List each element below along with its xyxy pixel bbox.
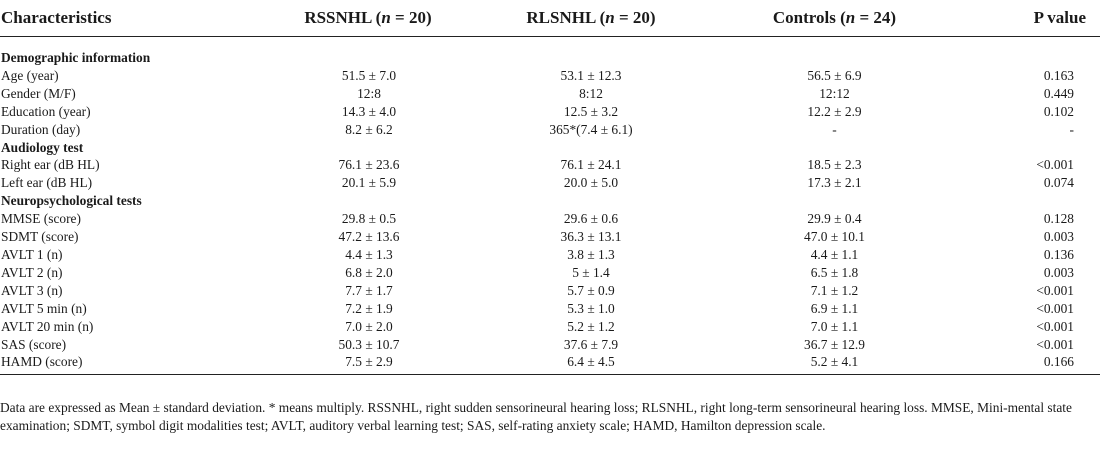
table-row bbox=[0, 353, 1100, 374]
row-label: AVLT 2 (n) bbox=[1, 264, 63, 280]
cell-p-value: 0.136 bbox=[1043, 246, 1074, 262]
cell-rssnhl: 14.3 ± 4.0 bbox=[341, 103, 397, 119]
table-footnote: Data are expressed as Mean ± standard deviation. * means multiply. RSSNHL, right sudden sensorineural hearing loss; RLSNHL, right long-term sensorineural hearing loss. MMSE, Mini-mental state examination; SDMT, symbol digit modalities test; AVLT, auditory verbal learning test; SAS, self-rating anxiety scale; HAMD, Hamilton depression scale. bbox=[0, 400, 1072, 433]
cell-rssnhl: 20.1 ± 5.9 bbox=[341, 175, 397, 191]
cell-rssnhl: 76.1 ± 23.6 bbox=[338, 157, 400, 173]
table-row bbox=[0, 300, 1100, 318]
table-body bbox=[0, 37, 1100, 375]
cell-p-value: 0.163 bbox=[1043, 67, 1074, 83]
cell-rlsnhl: 3.8 ± 1.3 bbox=[567, 246, 615, 262]
row-label: MMSE (score) bbox=[1, 211, 81, 227]
cell-rssnhl: 8.2 ± 6.2 bbox=[345, 121, 393, 137]
cell-p-value: 0.128 bbox=[1043, 211, 1074, 227]
table-header-row bbox=[0, 0, 1100, 37]
table-row bbox=[0, 156, 1100, 174]
cell-controls: 47.0 ± 10.1 bbox=[804, 229, 865, 245]
cell-rlsnhl: 29.6 ± 0.6 bbox=[563, 211, 619, 227]
table-row bbox=[0, 121, 1100, 139]
row-label: Gender (M/F) bbox=[1, 85, 76, 101]
cell-p-value: 0.003 bbox=[1043, 229, 1074, 245]
cell-p-value: <0.001 bbox=[1036, 157, 1074, 173]
cell-rssnhl: 6.8 ± 2.0 bbox=[345, 264, 393, 280]
section-title: Audiology test bbox=[1, 139, 84, 155]
cell-p-value: <0.001 bbox=[1036, 318, 1074, 334]
cell-controls: 56.5 ± 6.9 bbox=[807, 67, 862, 83]
cell-rlsnhl: 12.5 ± 3.2 bbox=[563, 103, 619, 119]
cell-rssnhl: 7.7 ± 1.7 bbox=[345, 282, 393, 298]
cell-controls: 4.4 ± 1.1 bbox=[810, 246, 859, 262]
cell-rlsnhl: 76.1 ± 24.1 bbox=[560, 157, 622, 173]
cell-controls: 29.9 ± 0.4 bbox=[807, 211, 862, 227]
row-label: Duration (day) bbox=[1, 121, 81, 137]
cell-rlsnhl: 365*(7.4 ± 6.1) bbox=[549, 121, 633, 137]
header-controls: Controls (n = 24) bbox=[714, 0, 955, 37]
section-row bbox=[0, 49, 1100, 67]
row-label: AVLT 1 (n) bbox=[1, 246, 63, 262]
cell-rlsnhl: 5.3 ± 1.0 bbox=[567, 300, 615, 316]
row-label: Left ear (dB HL) bbox=[1, 175, 93, 191]
table-row bbox=[0, 103, 1100, 121]
section-title: Neuropsychological tests bbox=[1, 193, 142, 209]
cell-controls: 7.0 ± 1.1 bbox=[810, 318, 859, 334]
cell-controls: 17.3 ± 2.1 bbox=[807, 175, 862, 191]
row-label: AVLT 3 (n) bbox=[1, 282, 63, 298]
header-p-value: P value bbox=[955, 0, 1100, 37]
row-label: SDMT (score) bbox=[1, 229, 79, 245]
row-label: Age (year) bbox=[1, 67, 59, 83]
cell-p-value: <0.001 bbox=[1036, 300, 1074, 316]
table-row bbox=[0, 85, 1100, 103]
cell-rlsnhl: 36.3 ± 13.1 bbox=[560, 229, 622, 245]
cell-controls: 36.7 ± 12.9 bbox=[804, 336, 865, 352]
cell-rlsnhl: 37.6 ± 7.9 bbox=[563, 336, 619, 352]
cell-controls: 12:12 bbox=[819, 85, 850, 101]
cell-rssnhl: 47.2 ± 13.6 bbox=[338, 229, 400, 245]
row-label: HAMD (score) bbox=[0, 353, 268, 374]
table-row bbox=[0, 174, 1100, 192]
cell-p-value: 0.102 bbox=[1043, 103, 1074, 119]
table-row bbox=[0, 282, 1100, 300]
cell-rssnhl: 7.5 ± 2.9 bbox=[268, 353, 468, 374]
cell-rssnhl: 7.0 ± 2.0 bbox=[345, 318, 393, 334]
table-row bbox=[0, 210, 1100, 228]
cell-rssnhl: 12:8 bbox=[357, 85, 381, 101]
row-label: Education (year) bbox=[1, 103, 91, 119]
cell-rssnhl: 4.4 ± 1.3 bbox=[345, 246, 393, 262]
cell-controls: 6.9 ± 1.1 bbox=[810, 300, 859, 316]
spacer-cell bbox=[0, 37, 1100, 50]
section-title: Demographic information bbox=[1, 50, 151, 65]
cell-controls: - bbox=[832, 121, 837, 137]
cell-rlsnhl: 5.2 ± 1.2 bbox=[567, 318, 615, 334]
cell-rssnhl: 51.5 ± 7.0 bbox=[341, 67, 397, 83]
spacer-row bbox=[0, 37, 1100, 50]
table-row bbox=[0, 318, 1100, 336]
section-row bbox=[0, 139, 1100, 157]
cell-p-value: 0.166 bbox=[955, 353, 1100, 374]
row-label: SAS (score) bbox=[1, 336, 67, 352]
cell-rlsnhl: 6.4 ± 4.5 bbox=[468, 353, 714, 374]
table-row bbox=[0, 264, 1100, 282]
cell-controls: 18.5 ± 2.3 bbox=[807, 157, 862, 173]
header-characteristics: Characteristics bbox=[0, 0, 268, 37]
cell-rssnhl: 50.3 ± 10.7 bbox=[338, 336, 400, 352]
cell-rlsnhl: 53.1 ± 12.3 bbox=[560, 67, 622, 83]
header-rssnhl: RSSNHL (n = 20) bbox=[268, 0, 468, 37]
cell-p-value: <0.001 bbox=[1036, 336, 1074, 352]
cell-rlsnhl: 5.7 ± 0.9 bbox=[567, 282, 615, 298]
row-label: Right ear (dB HL) bbox=[1, 157, 100, 173]
cell-rlsnhl: 5 ± 1.4 bbox=[572, 264, 610, 280]
cell-rlsnhl: 8:12 bbox=[579, 85, 603, 101]
cell-p-value: 0.003 bbox=[1043, 264, 1074, 280]
table-row bbox=[0, 228, 1100, 246]
cell-controls: 7.1 ± 1.2 bbox=[810, 282, 859, 298]
table-row bbox=[0, 336, 1100, 354]
cell-rssnhl: 7.2 ± 1.9 bbox=[345, 300, 393, 316]
table-row bbox=[0, 67, 1100, 85]
row-label: AVLT 20 min (n) bbox=[1, 318, 94, 334]
row-label: AVLT 5 min (n) bbox=[1, 300, 87, 316]
cell-p-value: <0.001 bbox=[1036, 282, 1074, 298]
cell-controls: 5.2 ± 4.1 bbox=[714, 353, 955, 374]
cell-rssnhl: 29.8 ± 0.5 bbox=[341, 211, 397, 227]
cell-controls: 6.5 ± 1.8 bbox=[810, 264, 859, 280]
cell-p-value: 0.074 bbox=[1043, 175, 1074, 191]
cell-p-value: - bbox=[1069, 121, 1074, 137]
cell-controls: 12.2 ± 2.9 bbox=[807, 103, 862, 119]
cell-rlsnhl: 20.0 ± 5.0 bbox=[563, 175, 619, 191]
header-rlsnhl: RLSNHL (n = 20) bbox=[468, 0, 714, 37]
table-row bbox=[0, 246, 1100, 264]
cell-p-value: 0.449 bbox=[1043, 85, 1074, 101]
section-row bbox=[0, 192, 1100, 210]
